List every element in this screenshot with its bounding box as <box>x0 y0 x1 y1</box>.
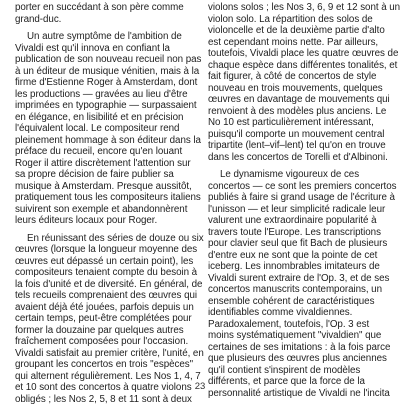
left-column-text-line: les productions — gravées au lieu d'être <box>15 89 193 101</box>
left-column-text-line: former la douzaine par quelques autres <box>15 325 193 337</box>
right-column-text-line: publiés à faire si grand usage de l'écriture à <box>208 192 386 204</box>
right-column-text-line: concertos manuscrits contemporains, un <box>208 284 386 296</box>
left-column-text-line: tels recueils comprenaient des œuvres qui <box>15 290 193 302</box>
left-column-text-line: et 10 sont des concertos à quatre violons <box>15 382 193 394</box>
right-column-text-line: certaines de ses imitations : à la fois parce <box>208 342 386 354</box>
left-column-text-line: porter en succédant à son père comme <box>15 2 193 14</box>
right-column-text-line: moins systématiquement "vivaldien" que <box>208 330 386 342</box>
right-text-column <box>208 2 386 399</box>
left-text-column <box>15 2 193 405</box>
left-column-text-line: fraîchement composées pour l'occasion. <box>15 336 193 348</box>
left-column-text-line: sa propre décision de faire publier sa <box>15 169 193 181</box>
left-column-text-line: suivirent son exemple et abandonnèrent <box>15 204 193 216</box>
left-column-text-line: préface du recueil, encore qu'en louant <box>15 146 193 158</box>
left-column-text-line: à un éditeur de musique vénitien, mais à la <box>15 66 193 78</box>
right-column-text-line: identifiables comme vivaldiennes. <box>208 307 386 319</box>
right-column-text-line: qu'il contient s'inspirent de modèles <box>208 365 386 377</box>
right-column-text-line: travers toute l'Europe. Les transcriptions <box>208 227 386 239</box>
left-column-text-line: Un autre symptôme de l'ambition de <box>15 31 193 43</box>
right-column-text-line: valurent une extraordinaire popularité à <box>208 215 386 227</box>
right-column-text-line: renvoient à des modèles plus anciens. Le <box>208 106 386 118</box>
left-column-text-line: firme d'Estienne Roger à Amsterdam, dont <box>15 77 193 89</box>
right-column-text-line: toutefois, Vivaldi place les quatre œuvres de <box>208 48 386 60</box>
left-column-text-line: certain temps, peut-être complétées pour <box>15 313 193 325</box>
right-column-text-line: d'entre eux ne sont que la pointe de cet <box>208 250 386 262</box>
left-column-text-line: en élégance, en lisibilité et en précision <box>15 112 193 124</box>
right-column-text-line: iceberg. Les innombrables imitateurs de <box>208 261 386 273</box>
left-column-text-line: compositeurs tenaient compte du besoin à <box>15 267 193 279</box>
right-column-text-line: pour clavier seul que fit Bach de plusieurs <box>208 238 386 250</box>
left-column-text-line: musique à Amsterdam. Presque aussitôt, <box>15 181 193 193</box>
left-column-text-line: leurs éditeurs locaux pour Roger. <box>15 215 193 227</box>
right-column-text-line: Paradoxalement, toutefois, l'Op. 3 est <box>208 319 386 331</box>
right-column-text-line: violoncelle et de la deuxième partie d'alto <box>208 25 386 37</box>
left-column-text-line: imprimées en typographie — surpassaient <box>15 100 193 112</box>
right-column-text-line: tripartite (lent–vif–lent) tel qu'on en trouve <box>208 140 386 152</box>
right-column-text-line: Le dynamisme vigoureux de ces <box>208 169 386 181</box>
right-column-text-line: l'unisson — et leur simplicité radicale leur <box>208 204 386 216</box>
left-column-text-line: la fois d'unité et de diversité. En général, de <box>15 279 193 291</box>
right-column-text-line: fait figurer, à côté de concertos de style <box>208 71 386 83</box>
left-column-text-line: Roger il attire discrètement l'attention sur <box>15 158 193 170</box>
left-column-text-line: grand-duc. <box>15 14 193 26</box>
left-column-text-line: obligés ; les Nos 2, 5, 8 et 11 sont à deux <box>15 394 193 405</box>
right-column-text-line: No 10 est particulièrement intéressant, <box>208 117 386 129</box>
right-column-text-line: œuvres en davantage de mouvements qui <box>208 94 386 106</box>
right-column-text-line: Vivaldi surent extraire de l'Op. 3, et de ses <box>208 273 386 285</box>
left-column-text-line: Vivaldi satisfait au premier critère, l'unité, en <box>15 348 193 360</box>
left-column-text-line: publication de son nouveau recueil non pas <box>15 54 193 66</box>
right-column-text-line: chaque espèce dans différentes tonalités, et <box>208 60 386 72</box>
left-column-text-line: groupant les concertos en trois "espèces" <box>15 359 193 371</box>
right-column-text-line: puisqu'il comporte un mouvement central <box>208 129 386 141</box>
page-number: 23 <box>0 381 400 393</box>
right-column-text-line: dans les concertos de Torelli et d'Albinoni. <box>208 152 386 164</box>
right-column-text-line: que plusieurs des œuvres plus anciennes <box>208 353 386 365</box>
right-column-text-line: personnalité artistique de Vivaldi ne l'incita <box>208 388 386 400</box>
left-column-text-line: œuvres (lorsque la longueur moyenne des <box>15 244 193 256</box>
right-column-text-line: violon solo. La répartition des solos de <box>208 14 386 26</box>
left-column-text-line: l'équivalent local. Le compositeur rend <box>15 123 193 135</box>
left-column-text-line: En réunissant des séries de douze ou six <box>15 233 193 245</box>
right-column-text-line: différents, et parce que la force de la <box>208 376 386 388</box>
right-column-text-line: nouveau en trois mouvements, quelques <box>208 83 386 95</box>
right-column-text-line: concertos — ce sont les premiers concertos <box>208 181 386 193</box>
left-column-text-line: pratiquement tous les compositeurs italiens <box>15 192 193 204</box>
left-column-text-line: avaient déjà été jouées, parfois depuis un <box>15 302 193 314</box>
right-column-text-line: ensemble cohérent de caractéristiques <box>208 296 386 308</box>
left-column-text-line: pleinement hommage à son éditeur dans la <box>15 135 193 147</box>
left-column-text-line: œuvres eut dépassé un certain point), les <box>15 256 193 268</box>
right-column-text-line: est cependant moins nette. Par ailleurs, <box>208 37 386 49</box>
right-column-text-line: violons solos ; les Nos 3, 6, 9 et 12 sont à un <box>208 2 386 14</box>
left-column-text-line: Vivaldi est qu'il innova en confiant la <box>15 43 193 55</box>
left-column-text-line: qui alternent régulièrement. Les Nos 1, 4, 7 <box>15 371 193 383</box>
